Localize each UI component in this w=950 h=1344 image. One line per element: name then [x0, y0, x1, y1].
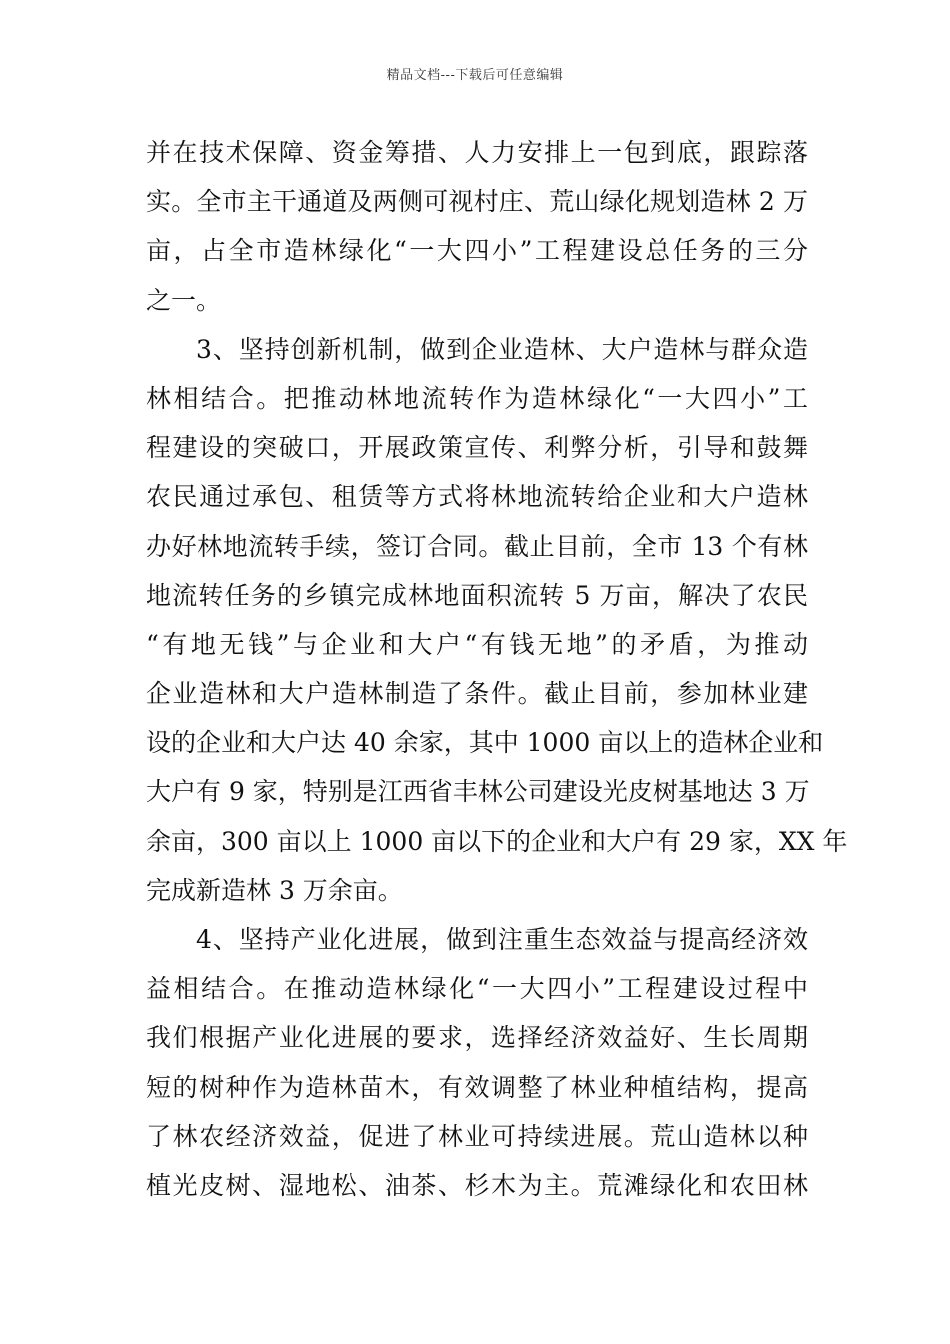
text-line: 地流转任务的乡镇完成林地面积流转 5 万亩，解决了农民	[146, 580, 808, 610]
text-line: 完成新造林 3 万余亩。	[146, 875, 403, 905]
text-line: “有地无钱”与企业和大户“有钱无地”的矛盾，为推动	[146, 629, 808, 659]
page-header: 精品文档---下载后可任意编辑	[386, 68, 564, 83]
text-line: 亩，占全市造林绿化“一大四小”工程建设总任务的三分	[146, 236, 808, 266]
text-line: 我们根据产业化进展的要求，选择经济效益好、生长周期	[146, 1023, 808, 1053]
text-line: 林相结合。把推动林地流转作为造林绿化“一大四小”工	[146, 383, 808, 413]
text-line: 大户有 9 家，特别是江西省丰林公司建设光皮树基地达 3 万	[146, 777, 810, 807]
text-line: 实。全市主干通道及两侧可视村庄、荒山绿化规划造林 2 万	[146, 187, 808, 217]
text-line: 余亩，300 亩以上 1000 亩以下的企业和大户有 29 家，XX 年	[146, 826, 848, 856]
text-line: 之一。	[146, 285, 222, 315]
text-line: 办好林地流转手续，签订合同。截止目前，全市 13 个有林	[146, 531, 808, 561]
text-line: 了林农经济效益，促进了林业可持续进展。荒山造林以种	[146, 1121, 808, 1151]
text-line: 设的企业和大户达 40 余家，其中 1000 亩以上的造林企业和	[146, 728, 824, 758]
paragraph-start-line: 3、坚持创新机制，做到企业造林、大户造林与群众造	[196, 334, 808, 364]
text-line: 短的树种作为造林苗木，有效调整了林业种植结构，提高	[146, 1072, 808, 1102]
text-line: 益相结合。在推动造林绿化“一大四小”工程建设过程中	[146, 974, 808, 1004]
text-line: 并在技术保障、资金筹措、人力安排上一包到底，跟踪落	[146, 138, 808, 167]
document-body	[146, 128, 848, 1210]
text-line: 程建设的突破口，开展政策宣传、利弊分析，引导和鼓舞	[146, 433, 808, 463]
text-line: 农民通过承包、租赁等方式将林地流转给企业和大户造林	[146, 482, 808, 512]
paragraph-start-line: 4、坚持产业化进展，做到注重生态效益与提高经济效	[196, 925, 808, 954]
text-line: 植光皮树、湿地松、油茶、杉木为主。荒滩绿化和农田林	[146, 1170, 808, 1200]
text-line: 企业造林和大户造林制造了条件。截止目前，参加林业建	[146, 679, 808, 709]
